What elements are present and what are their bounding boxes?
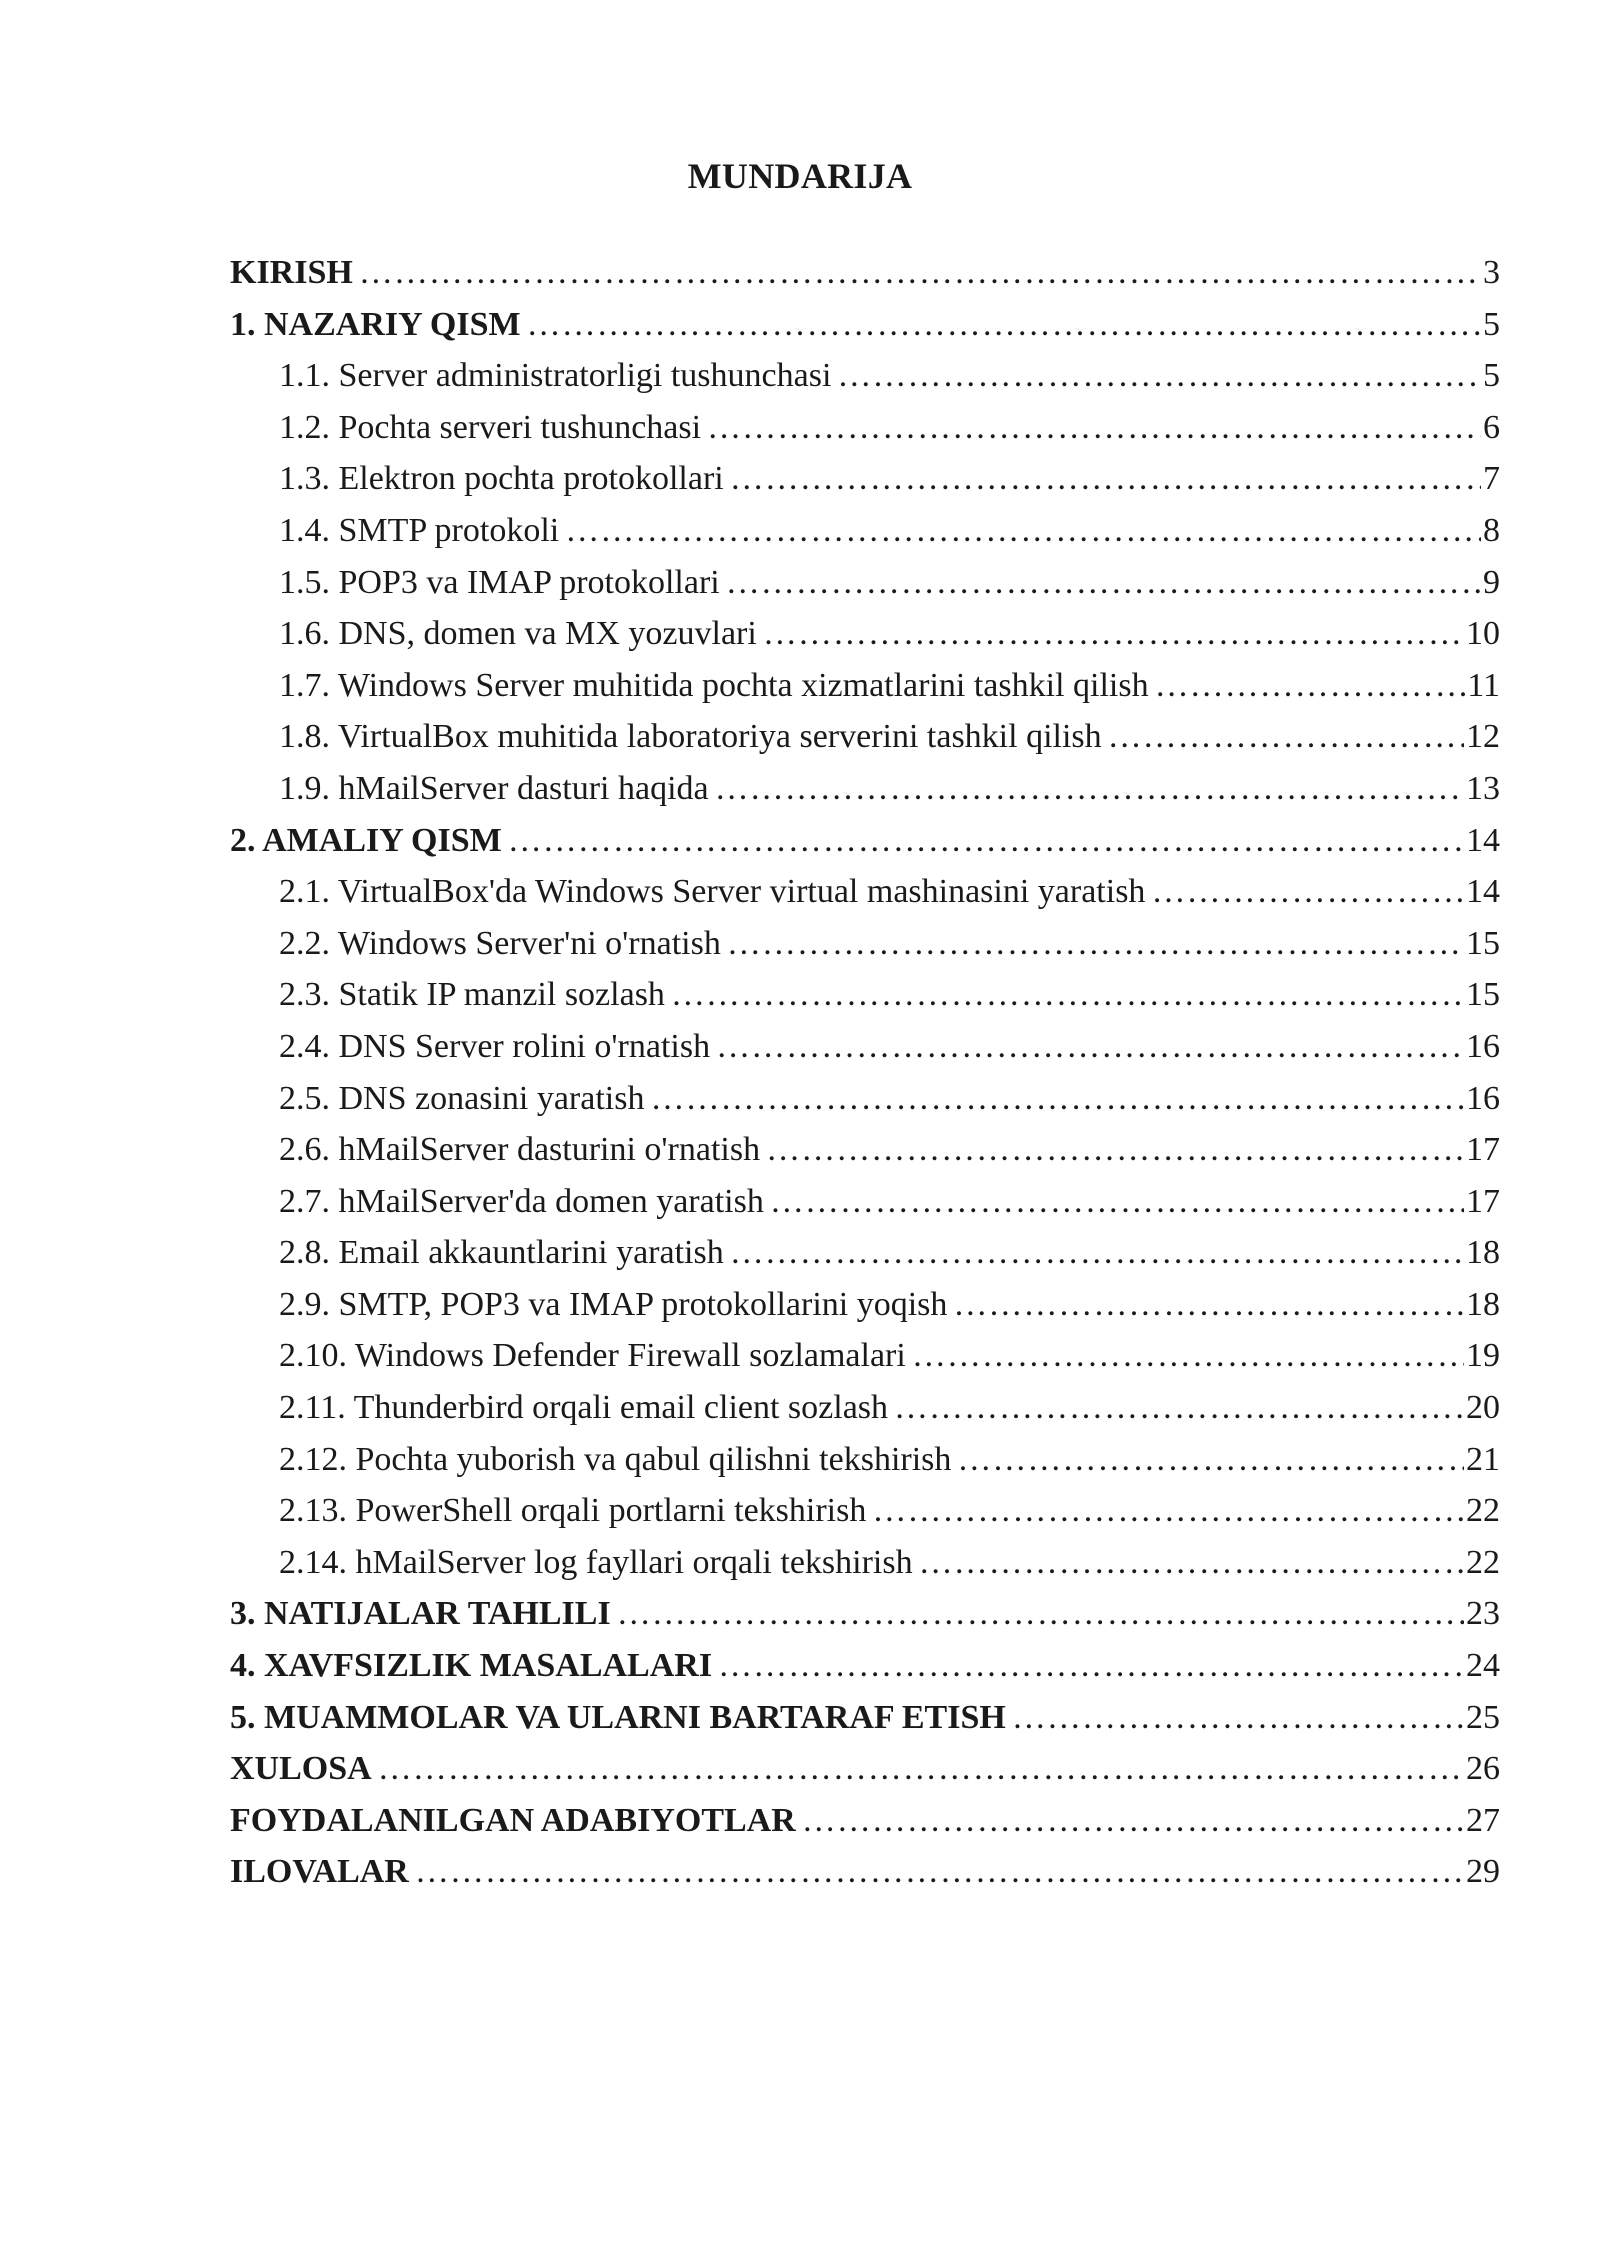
toc-dot-leader [727, 918, 1464, 970]
toc-entry-label: 1.8. VirtualBox muhitida laboratoriya serverini tashkil qilish [279, 718, 1102, 756]
toc-subsection-entry[interactable] [230, 918, 1500, 970]
toc-dot-leader [716, 1021, 1464, 1073]
toc-entry-page-number: 22 [1466, 1492, 1500, 1530]
toc-entry-label: 1.5. POP3 va IMAP protokollari [279, 563, 720, 601]
toc-entry-page-number: 12 [1466, 718, 1500, 756]
toc-subsection-entry[interactable] [230, 350, 1500, 402]
toc-dot-leader [1155, 660, 1466, 712]
toc-entry-label: 3. NATIJALAR TAHLILI [230, 1595, 611, 1633]
toc-entry-page-number: 3 [1483, 254, 1500, 291]
toc-dot-leader [872, 1485, 1464, 1537]
toc-subsection-entry[interactable] [230, 969, 1500, 1021]
toc-subsection-entry[interactable] [230, 608, 1500, 660]
toc-dot-leader [726, 557, 1481, 609]
toc-subsection-entry[interactable] [230, 1021, 1500, 1073]
toc-subsection-entry[interactable] [230, 505, 1500, 557]
toc-dot-leader [1012, 1692, 1464, 1744]
toc-entry-label: 1.6. DNS, domen va MX yozuvlari [279, 615, 757, 653]
toc-dot-leader [1151, 866, 1464, 918]
toc-entry-page-number: 5 [1483, 305, 1500, 343]
toc-dot-leader [770, 1176, 1464, 1228]
toc-entry-label: 1.3. Elektron pochta protokollari [279, 460, 724, 498]
toc-entry-label: 2.14. hMailServer log fayllari orqali tekshirish [279, 1543, 913, 1581]
toc-entry-page-number: 29 [1466, 1853, 1500, 1891]
toc-dot-leader [671, 969, 1464, 1021]
toc-entry-page-number: 21 [1466, 1440, 1500, 1478]
toc-subsection-entry[interactable] [230, 1227, 1500, 1279]
toc-entry-page-number: 24 [1466, 1647, 1500, 1685]
toc-entry-page-number: 5 [1483, 357, 1500, 395]
toc-entry-page-number: 18 [1466, 1285, 1500, 1323]
toc-entry-label: 2.13. PowerShell orqali portlarni tekshirish [279, 1492, 867, 1530]
toc-entry-page-number: 20 [1466, 1389, 1500, 1427]
toc-section-entry[interactable] [230, 815, 1500, 867]
toc-dot-leader [359, 247, 1481, 299]
toc-entry-page-number: 15 [1466, 976, 1500, 1014]
toc-section-entry[interactable] [230, 1640, 1500, 1692]
toc-entry-label: 1.7. Windows Server muhitida pochta xizmatlarini tashkil qilish [279, 666, 1149, 704]
toc-entry-page-number: 14 [1466, 821, 1500, 859]
toc-entry-label: 2.2. Windows Server'ni o'rnatish [279, 924, 721, 962]
toc-entry-label: ILOVALAR [230, 1853, 409, 1891]
toc-subsection-entry[interactable] [230, 866, 1500, 918]
toc-entry-label: 2.5. DNS zonasini yaratish [279, 1079, 645, 1117]
toc-entry-label: XULOSA [230, 1750, 372, 1788]
toc-entry-page-number: 19 [1466, 1337, 1500, 1375]
page-title: MUNDARIJA [687, 156, 913, 196]
toc-subsection-entry[interactable] [230, 453, 1500, 505]
toc-subsection-entry[interactable] [230, 1176, 1500, 1228]
toc-entry-label: 2.10. Windows Defender Firewall sozlamalari [279, 1337, 906, 1375]
toc-entry-label: 1.4. SMTP protokoli [279, 511, 560, 549]
toc-entry-page-number: 18 [1466, 1234, 1500, 1272]
toc-entry-label: 2.6. hMailServer dasturini o'rnatish [279, 1131, 761, 1169]
toc-entry-page-number: 11 [1467, 666, 1500, 704]
toc-dot-leader [718, 1640, 1464, 1692]
toc-dot-leader [527, 299, 1481, 351]
toc-dot-leader [707, 402, 1481, 454]
toc-section-entry[interactable] [230, 247, 1500, 299]
toc-entry-label: 1. NAZARIY QISM [230, 305, 521, 343]
toc-subsection-entry[interactable] [230, 1124, 1500, 1176]
toc-entry-label: 5. MUAMMOLAR VA ULARNI BARTARAF ETISH [230, 1698, 1006, 1736]
toc-subsection-entry[interactable] [230, 1382, 1500, 1434]
toc-section-entry[interactable] [230, 299, 1500, 351]
toc-subsection-entry[interactable] [230, 1485, 1500, 1537]
toc-dot-leader [415, 1846, 1464, 1898]
toc-entry-label: 1.2. Pochta serveri tushunchasi [279, 408, 702, 446]
toc-entry-label: KIRISH [230, 254, 353, 291]
toc-subsection-entry[interactable] [230, 711, 1500, 763]
toc-dot-leader [894, 1382, 1464, 1434]
toc-entry-page-number: 10 [1466, 615, 1500, 653]
toc-dot-leader [919, 1537, 1464, 1589]
toc-section-entry[interactable] [230, 1846, 1500, 1898]
toc-entry-label: 2.4. DNS Server rolini o'rnatish [279, 1027, 711, 1065]
toc-dot-leader [730, 453, 1481, 505]
toc-subsection-entry[interactable] [230, 1279, 1500, 1331]
toc-entry-page-number: 26 [1466, 1750, 1500, 1788]
toc-dot-leader [617, 1588, 1464, 1640]
toc-entry-page-number: 6 [1483, 408, 1500, 446]
toc-entry-label: 2.11. Thunderbird orqali email client sozlash [279, 1389, 889, 1427]
toc-subsection-entry[interactable] [230, 1073, 1500, 1125]
toc-entry-label: 2. AMALIY QISM [230, 821, 502, 859]
toc-dot-leader [953, 1279, 1464, 1331]
toc-entry-label: 2.12. Pochta yuborish va qabul qilishni tekshirish [279, 1440, 952, 1478]
toc-entry-page-number: 25 [1466, 1698, 1500, 1736]
toc-section-entry[interactable] [230, 1795, 1500, 1847]
toc-entry-page-number: 7 [1483, 460, 1500, 498]
toc-entry-label: 1.1. Server administratorligi tushunchasi [279, 357, 832, 395]
toc-entry-page-number: 14 [1466, 873, 1500, 911]
toc-entry-label: FOYDALANILGAN ADABIYOTLAR [230, 1801, 796, 1839]
toc-subsection-entry[interactable] [230, 1537, 1500, 1589]
toc-section-entry[interactable] [230, 1692, 1500, 1744]
toc-dot-leader [1108, 711, 1464, 763]
toc-dot-leader [837, 350, 1481, 402]
toc-dot-leader [802, 1795, 1464, 1847]
toc-subsection-entry[interactable] [230, 1330, 1500, 1382]
toc-dot-leader [957, 1434, 1464, 1486]
toc-dot-leader [715, 763, 1464, 815]
toc-dot-leader [763, 608, 1464, 660]
toc-entry-page-number: 27 [1466, 1801, 1500, 1839]
toc-subsection-entry[interactable] [230, 660, 1500, 712]
toc-dot-leader [508, 815, 1464, 867]
toc-entry-label: 4. XAVFSIZLIK MASALALARI [230, 1647, 713, 1685]
toc-dot-leader [912, 1330, 1464, 1382]
toc-section-entry[interactable] [230, 1743, 1500, 1795]
toc-entry-page-number: 9 [1483, 563, 1500, 601]
toc-entry-label: 2.9. SMTP, POP3 va IMAP protokollarini yoqish [279, 1285, 948, 1323]
toc-entry-page-number: 17 [1466, 1131, 1500, 1169]
toc-entry-label: 1.9. hMailServer dasturi haqida [279, 769, 709, 807]
table-of-contents [230, 247, 1500, 1898]
toc-entry-label: 2.3. Statik IP manzil sozlash [279, 976, 665, 1014]
toc-subsection-entry[interactable] [230, 402, 1500, 454]
toc-entry-page-number: 17 [1466, 1182, 1500, 1220]
toc-entry-page-number: 16 [1466, 1027, 1500, 1065]
toc-subsection-entry[interactable] [230, 763, 1500, 815]
toc-entry-page-number: 13 [1466, 769, 1500, 807]
toc-subsection-entry[interactable] [230, 557, 1500, 609]
toc-entry-label: 2.7. hMailServer'da domen yaratish [279, 1182, 764, 1220]
toc-entry-page-number: 15 [1466, 924, 1500, 962]
toc-entry-label: 2.1. VirtualBox'da Windows Server virtual mashinasini yaratish [279, 873, 1146, 911]
toc-subsection-entry[interactable] [230, 1434, 1500, 1486]
toc-section-entry[interactable] [230, 1588, 1500, 1640]
toc-dot-leader [378, 1743, 1464, 1795]
toc-dot-leader [650, 1073, 1464, 1125]
toc-entry-page-number: 16 [1466, 1079, 1500, 1117]
toc-entry-page-number: 22 [1466, 1543, 1500, 1581]
toc-dot-leader [730, 1227, 1464, 1279]
toc-entry-label: 2.8. Email akkauntlarini yaratish [279, 1234, 724, 1272]
toc-entry-page-number: 8 [1483, 511, 1500, 549]
toc-dot-leader [766, 1124, 1464, 1176]
toc-entry-page-number: 23 [1466, 1595, 1500, 1633]
toc-dot-leader [565, 505, 1481, 557]
